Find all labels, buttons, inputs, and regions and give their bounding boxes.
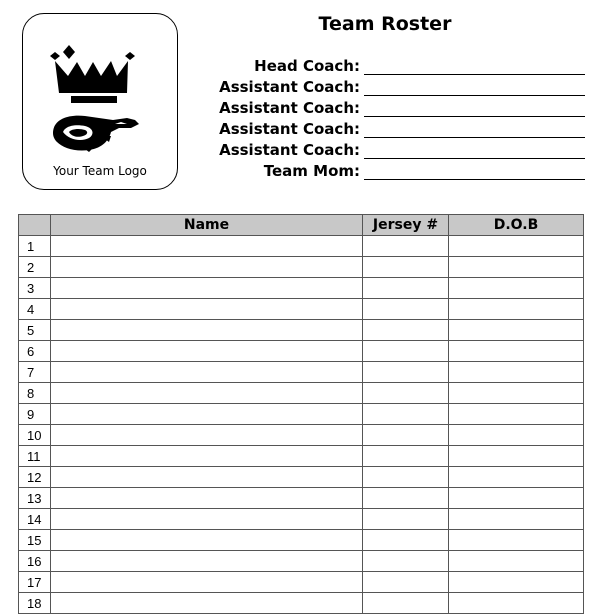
name-cell[interactable]	[51, 530, 363, 551]
jersey-cell[interactable]	[363, 593, 449, 614]
name-cell[interactable]	[51, 257, 363, 278]
dob-cell[interactable]	[449, 299, 584, 320]
name-cell[interactable]	[51, 278, 363, 299]
name-cell[interactable]	[51, 341, 363, 362]
staff-row	[190, 54, 585, 75]
table-row	[19, 341, 584, 362]
table-row	[19, 446, 584, 467]
staff-row	[190, 117, 585, 138]
jersey-cell[interactable]	[363, 572, 449, 593]
row-number: 7	[19, 362, 51, 383]
staff-fill-line[interactable]	[364, 79, 585, 96]
jersey-cell[interactable]	[363, 236, 449, 257]
table-row	[19, 236, 584, 257]
jersey-cell[interactable]	[363, 341, 449, 362]
table-row	[19, 257, 584, 278]
dob-cell[interactable]	[449, 467, 584, 488]
table-row	[19, 362, 584, 383]
name-cell[interactable]	[51, 446, 363, 467]
row-number: 4	[19, 299, 51, 320]
row-number: 16	[19, 551, 51, 572]
table-row	[19, 383, 584, 404]
dob-cell[interactable]	[449, 236, 584, 257]
row-number: 14	[19, 509, 51, 530]
column-header-name: Name	[51, 215, 363, 236]
row-number: 8	[19, 383, 51, 404]
column-header-number	[19, 215, 51, 236]
table-row	[19, 488, 584, 509]
crown-icon	[50, 45, 135, 103]
jersey-cell[interactable]	[363, 488, 449, 509]
table-row	[19, 278, 584, 299]
jersey-cell[interactable]	[363, 530, 449, 551]
staff-label: Assistant Coach:	[219, 141, 360, 159]
jersey-cell[interactable]	[363, 425, 449, 446]
staff-section	[190, 54, 585, 180]
staff-label: Assistant Coach:	[219, 99, 360, 117]
table-row	[19, 530, 584, 551]
row-number: 10	[19, 425, 51, 446]
dob-cell[interactable]	[449, 320, 584, 341]
staff-fill-line[interactable]	[364, 163, 585, 180]
dob-cell[interactable]	[449, 509, 584, 530]
staff-row	[190, 159, 585, 180]
column-header-dob: D.O.B	[449, 215, 584, 236]
name-cell[interactable]	[51, 404, 363, 425]
page-title: Team Roster	[318, 13, 452, 35]
staff-row	[190, 138, 585, 159]
row-number: 5	[19, 320, 51, 341]
table-row	[19, 299, 584, 320]
dob-cell[interactable]	[449, 362, 584, 383]
table-row	[19, 551, 584, 572]
dob-cell[interactable]	[449, 572, 584, 593]
staff-fill-line[interactable]	[364, 100, 585, 117]
logo-caption: Your Team Logo	[53, 164, 147, 178]
jersey-cell[interactable]	[363, 551, 449, 572]
table-row	[19, 320, 584, 341]
dob-cell[interactable]	[449, 278, 584, 299]
row-number: 2	[19, 257, 51, 278]
staff-fill-line[interactable]	[364, 142, 585, 159]
jersey-cell[interactable]	[363, 509, 449, 530]
staff-label: Head Coach:	[254, 57, 360, 75]
row-number: 18	[19, 593, 51, 614]
name-cell[interactable]	[51, 488, 363, 509]
dob-cell[interactable]	[449, 446, 584, 467]
name-cell[interactable]	[51, 509, 363, 530]
team-logo-box	[22, 13, 178, 190]
name-cell[interactable]	[51, 572, 363, 593]
name-cell[interactable]	[51, 551, 363, 572]
jersey-cell[interactable]	[363, 320, 449, 341]
dob-cell[interactable]	[449, 593, 584, 614]
table-header-row	[19, 215, 584, 236]
row-number: 11	[19, 446, 51, 467]
name-cell[interactable]	[51, 362, 363, 383]
staff-row	[190, 96, 585, 117]
dob-cell[interactable]	[449, 551, 584, 572]
name-cell[interactable]	[51, 593, 363, 614]
name-cell[interactable]	[51, 425, 363, 446]
row-number: 15	[19, 530, 51, 551]
roster-table	[18, 214, 584, 614]
table-row	[19, 572, 584, 593]
alligator-icon	[53, 116, 139, 152]
jersey-cell[interactable]	[363, 467, 449, 488]
staff-fill-line[interactable]	[364, 58, 585, 75]
jersey-cell[interactable]	[363, 362, 449, 383]
row-number: 12	[19, 467, 51, 488]
row-number: 3	[19, 278, 51, 299]
row-number: 17	[19, 572, 51, 593]
name-cell[interactable]	[51, 383, 363, 404]
dob-cell[interactable]	[449, 341, 584, 362]
table-row	[19, 467, 584, 488]
dob-cell[interactable]	[449, 404, 584, 425]
jersey-cell[interactable]	[363, 383, 449, 404]
staff-label: Assistant Coach:	[219, 120, 360, 138]
table-row	[19, 404, 584, 425]
table-row	[19, 425, 584, 446]
staff-row	[190, 75, 585, 96]
name-cell[interactable]	[51, 236, 363, 257]
row-number: 13	[19, 488, 51, 509]
row-number: 6	[19, 341, 51, 362]
dob-cell[interactable]	[449, 488, 584, 509]
name-cell[interactable]	[51, 299, 363, 320]
jersey-cell[interactable]	[363, 299, 449, 320]
table-row	[19, 509, 584, 530]
jersey-cell[interactable]	[363, 278, 449, 299]
table-row	[19, 593, 584, 614]
dob-cell[interactable]	[449, 383, 584, 404]
name-cell[interactable]	[51, 320, 363, 341]
column-header-jersey: Jersey #	[363, 215, 449, 236]
jersey-cell[interactable]	[363, 404, 449, 425]
dob-cell[interactable]	[449, 425, 584, 446]
staff-label: Assistant Coach:	[219, 78, 360, 96]
name-cell[interactable]	[51, 467, 363, 488]
dob-cell[interactable]	[449, 257, 584, 278]
row-number: 9	[19, 404, 51, 425]
staff-label: Team Mom:	[263, 162, 360, 180]
jersey-cell[interactable]	[363, 257, 449, 278]
row-number: 1	[19, 236, 51, 257]
staff-fill-line[interactable]	[364, 121, 585, 138]
jersey-cell[interactable]	[363, 446, 449, 467]
dob-cell[interactable]	[449, 530, 584, 551]
